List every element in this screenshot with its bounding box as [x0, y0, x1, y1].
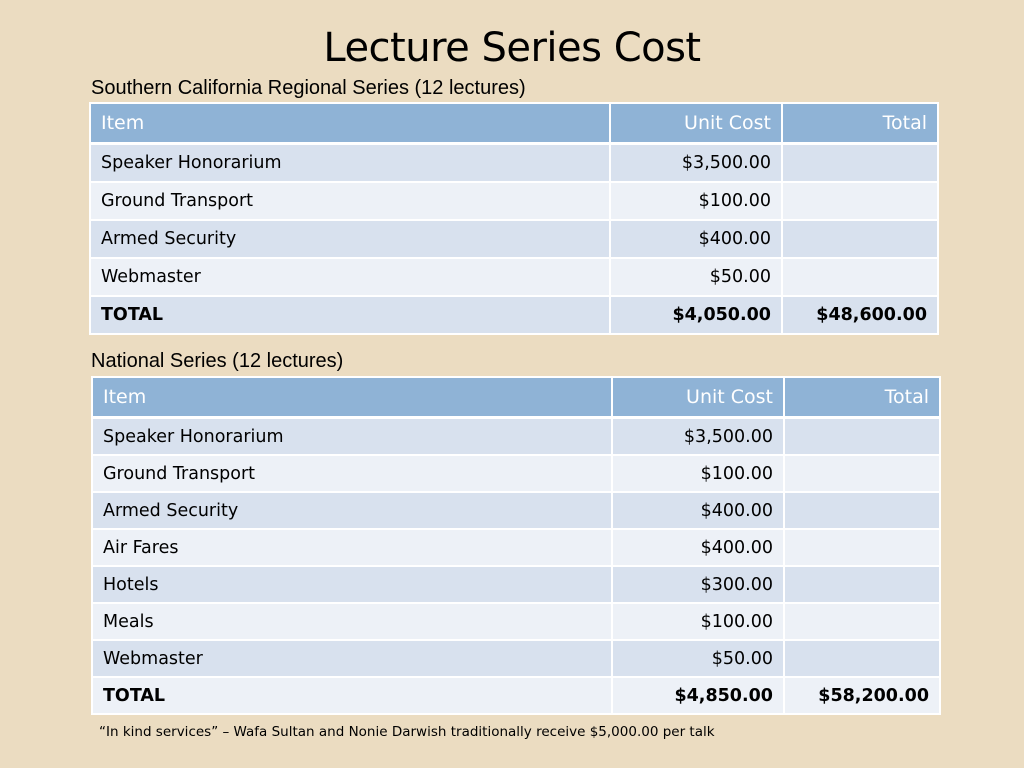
table-row	[90, 182, 938, 220]
table-header-row	[90, 103, 938, 144]
footnote: “In kind services” – Wafa Sultan and Nonie Darwish traditionally receive $5,000.00 per talk	[99, 724, 715, 740]
item-cell: TOTAL	[90, 296, 610, 334]
table-row	[92, 566, 940, 603]
regional-cost-table	[89, 102, 939, 335]
table-row	[92, 492, 940, 529]
item-cell: Speaker Honorarium	[92, 418, 612, 456]
total-cell	[784, 566, 940, 603]
column-header-unit-cost: Unit Cost	[610, 103, 782, 144]
column-header-unit-cost: Unit Cost	[612, 377, 784, 418]
table-row	[92, 455, 940, 492]
table-row	[90, 220, 938, 258]
unit-cost-cell: $50.00	[612, 640, 784, 677]
regional-series-caption: Southern California Regional Series (12 lectures)	[91, 77, 526, 99]
unit-cost-cell: $300.00	[612, 566, 784, 603]
total-cell: $48,600.00	[782, 296, 938, 334]
unit-cost-cell: $100.00	[612, 455, 784, 492]
total-cell	[782, 220, 938, 258]
item-cell: Armed Security	[90, 220, 610, 258]
national-cost-table	[91, 376, 941, 715]
unit-cost-cell: $50.00	[610, 258, 782, 296]
unit-cost-cell: $4,050.00	[610, 296, 782, 334]
item-cell: Armed Security	[92, 492, 612, 529]
table-row	[92, 640, 940, 677]
table-row	[92, 418, 940, 456]
table-header-row	[92, 377, 940, 418]
total-cell	[784, 640, 940, 677]
total-cell: $58,200.00	[784, 677, 940, 714]
total-cell	[782, 144, 938, 183]
table-row	[90, 144, 938, 183]
item-cell: Webmaster	[90, 258, 610, 296]
total-row	[90, 296, 938, 334]
item-cell: Hotels	[92, 566, 612, 603]
table-row	[90, 258, 938, 296]
total-row	[92, 677, 940, 714]
item-cell: Ground Transport	[90, 182, 610, 220]
column-header-item: Item	[92, 377, 612, 418]
item-cell: Air Fares	[92, 529, 612, 566]
unit-cost-cell: $400.00	[612, 529, 784, 566]
total-cell	[784, 455, 940, 492]
unit-cost-cell: $3,500.00	[612, 418, 784, 456]
total-cell	[784, 492, 940, 529]
item-cell: Ground Transport	[92, 455, 612, 492]
unit-cost-cell: $3,500.00	[610, 144, 782, 183]
item-cell: Speaker Honorarium	[90, 144, 610, 183]
item-cell: Webmaster	[92, 640, 612, 677]
column-header-item: Item	[90, 103, 610, 144]
total-cell	[784, 603, 940, 640]
unit-cost-cell: $4,850.00	[612, 677, 784, 714]
slide-title: Lecture Series Cost	[323, 25, 701, 71]
table-row	[92, 603, 940, 640]
column-header-total: Total	[782, 103, 938, 144]
unit-cost-cell: $400.00	[610, 220, 782, 258]
total-cell	[782, 182, 938, 220]
column-header-total: Total	[784, 377, 940, 418]
total-cell	[784, 418, 940, 456]
item-cell: Meals	[92, 603, 612, 640]
unit-cost-cell: $100.00	[612, 603, 784, 640]
total-cell	[782, 258, 938, 296]
item-cell: TOTAL	[92, 677, 612, 714]
unit-cost-cell: $100.00	[610, 182, 782, 220]
total-cell	[784, 529, 940, 566]
table-row	[92, 529, 940, 566]
unit-cost-cell: $400.00	[612, 492, 784, 529]
national-series-caption: National Series (12 lectures)	[91, 350, 344, 372]
